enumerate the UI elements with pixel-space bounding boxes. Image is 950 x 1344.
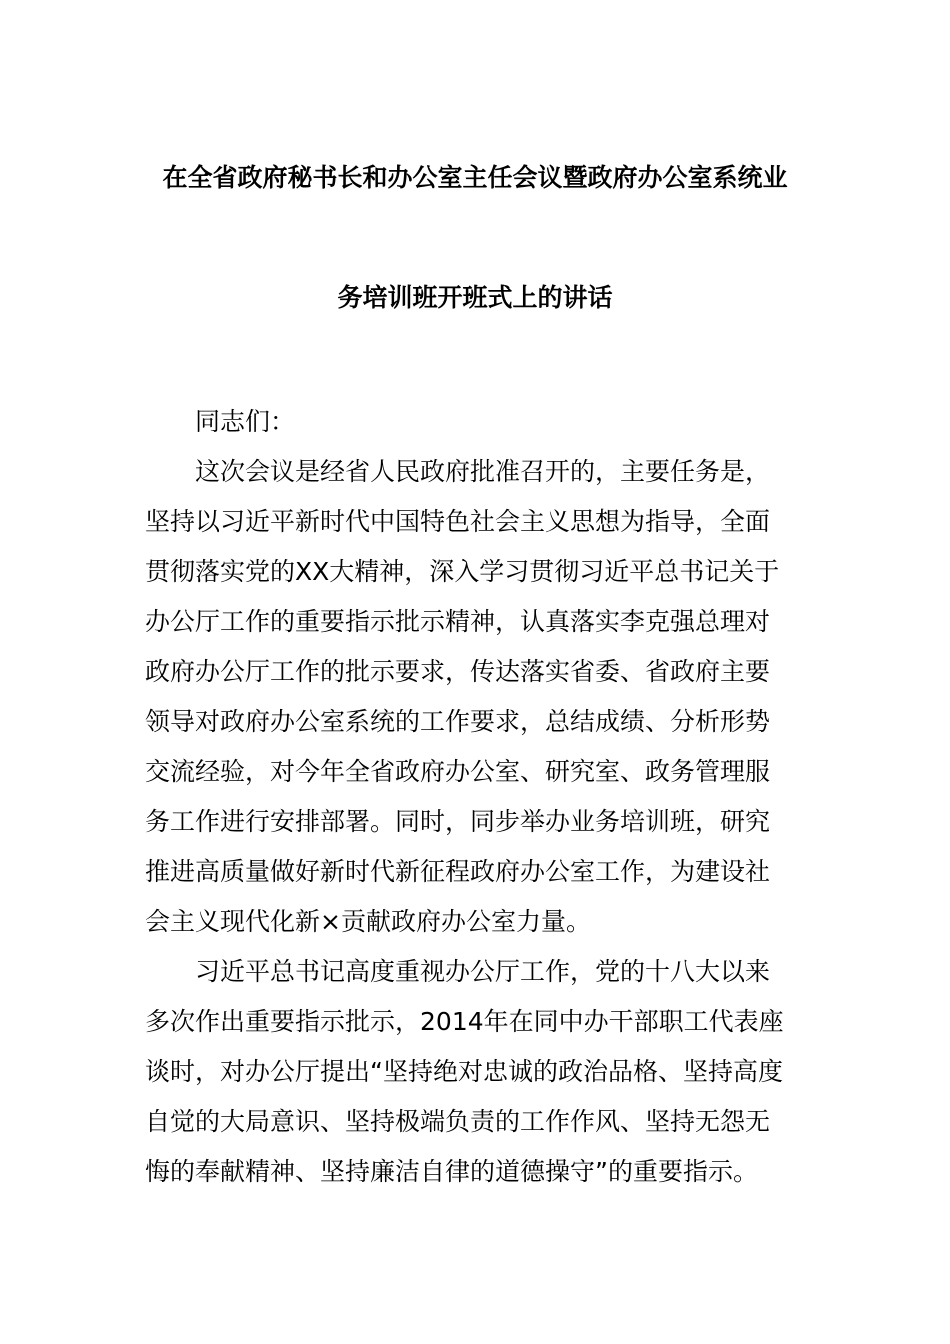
paragraph-1-line-1: 这次会议是经省人民政府批准召开的，主要任务是， (195, 457, 771, 486)
paragraph-1-line-5: 政府办公厅工作的批示要求，传达落实省委、省政府主要 (145, 657, 771, 686)
paragraph-1-line-6: 领导对政府办公室系统的工作要求，总结成绩、分析形势 (145, 707, 771, 736)
document-title-line-1: 在全省政府秘书长和办公室主任会议暨政府办公室系统业 (162, 163, 788, 192)
paragraph-2-line-1: 习近平总书记高度重视办公厅工作，党的十八大以来 (195, 957, 771, 986)
paragraph-1-line-3: 贯彻落实党的XX大精神，深入学习贯彻习近平总书记关于 (145, 557, 780, 586)
paragraph-1-line-8: 务工作进行安排部署。同时，同步举办业务培训班，研究 (145, 807, 771, 836)
paragraph-2-line-4: 自觉的大局意识、坚持极端负责的工作作风、坚持无怨无 (145, 1107, 771, 1136)
paragraph-2-line-5: 悔的奉献精神、坚持廉洁自律的道德操守”的重要指示。 (145, 1157, 758, 1186)
paragraph-1-line-7: 交流经验，对今年全省政府办公室、研究室、政务管理服 (145, 757, 771, 786)
salutation: 同志们： (195, 407, 296, 436)
paragraph-1-line-2: 坚持以习近平新时代中国特色社会主义思想为指导，全面 (145, 507, 771, 536)
paragraph-1-line-9: 推进高质量做好新时代新征程政府办公室工作，为建设社 (145, 857, 771, 886)
paragraph-1-line-10: 会主义现代化新×贡献政府办公室力量。 (145, 907, 591, 936)
paragraph-2-line-3: 谈时，对办公厅提出“坚持绝对忠诚的政治品格、坚持高度 (145, 1057, 783, 1086)
paragraph-2-line-2: 多次作出重要指示批示，2014年在同中办干部职工代表座 (145, 1007, 784, 1036)
document-title-line-2: 务培训班开班式上的讲话 (337, 283, 613, 312)
paragraph-1-line-4: 办公厅工作的重要指示批示精神，认真落实李克强总理对 (145, 607, 771, 636)
